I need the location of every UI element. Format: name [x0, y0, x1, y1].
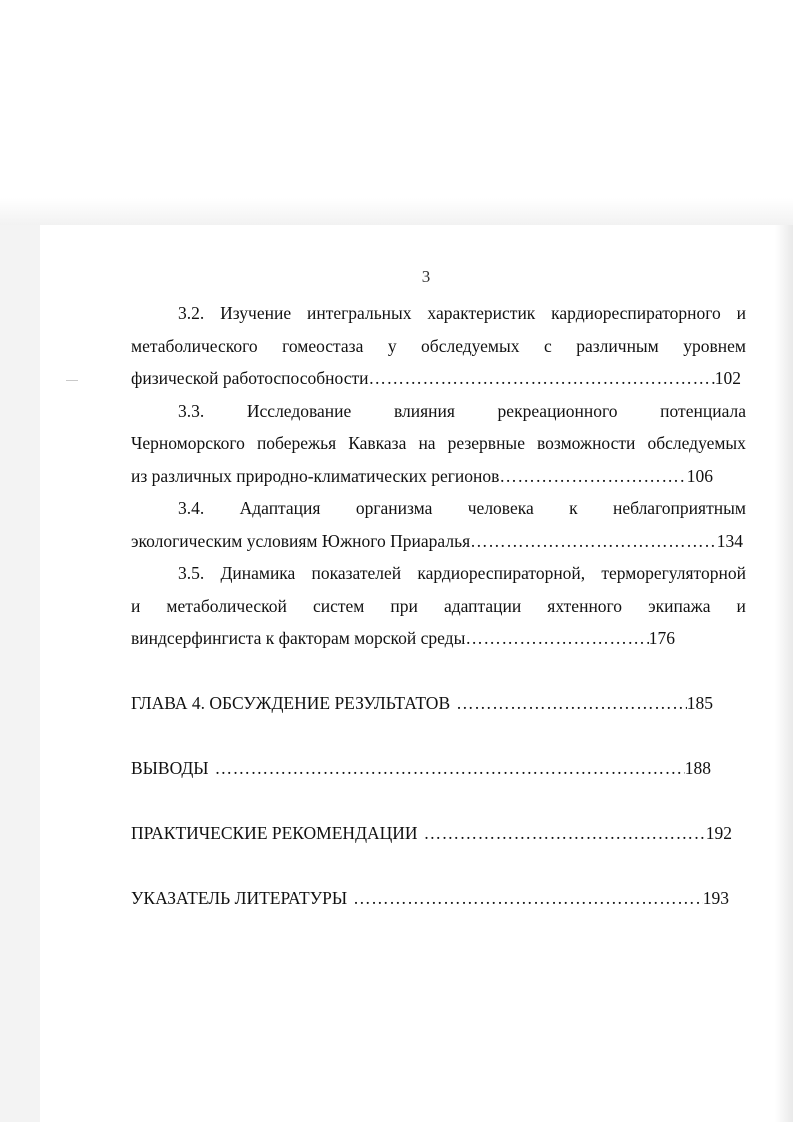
scan-border-left — [0, 225, 40, 1122]
entry-word: метаболической — [166, 595, 287, 616]
dot-leader — [424, 817, 706, 850]
entry-word: с — [543, 335, 552, 356]
entry-word: показателей — [311, 563, 402, 583]
entry-word: метаболического — [131, 335, 258, 356]
toc-entry-last-line — [131, 525, 743, 558]
entry-word: Исследование — [246, 400, 352, 421]
dot-leader — [353, 882, 703, 915]
entry-word: яхтенного — [547, 595, 623, 616]
entry-word: адаптации — [443, 595, 522, 616]
entry-word: систем — [312, 595, 365, 616]
entry-word: терморегуляторной — [601, 563, 746, 583]
entry-word: обследуемых — [647, 433, 746, 453]
entry-word: экипажа — [648, 595, 711, 616]
entry-word: и — [736, 595, 746, 616]
entry-word: кардиореспираторного — [551, 303, 721, 323]
entry-word: неблагоприятным — [612, 498, 746, 518]
entry-page: 176 — [648, 628, 675, 648]
entry-word: к — [569, 498, 578, 518]
chapter-title: ПРАКТИЧЕСКИЕ РЕКОМЕНДАЦИИ — [131, 822, 418, 843]
entry-word: рекреационного — [497, 400, 618, 421]
chapter-page: 193 — [702, 887, 729, 908]
entry-text: виндсерфингиста к факторам морской среды — [131, 628, 466, 648]
toc-entry-line — [131, 557, 746, 590]
chapter-page: 192 — [705, 822, 732, 843]
table-of-contents — [131, 297, 746, 914]
chapter-page: 185 — [686, 692, 713, 713]
toc-entry-last-line — [131, 362, 741, 395]
entry-word: Адаптация — [239, 498, 321, 518]
dot-leader — [215, 752, 685, 785]
chapter-page: 188 — [684, 757, 711, 778]
entry-number: 3.2. — [178, 303, 205, 323]
toc-entry-3-4 — [131, 492, 746, 557]
entry-number: 3.3. — [178, 400, 205, 421]
toc-entry-3-5 — [131, 557, 746, 655]
toc-entry-line — [131, 590, 746, 623]
margin-mark — [66, 380, 78, 381]
entry-word: у — [387, 335, 397, 356]
dot-leader — [368, 362, 714, 395]
toc-entry-last-line — [131, 460, 713, 493]
entry-word: резервные — [447, 433, 525, 453]
toc-entry-line — [131, 297, 746, 330]
scan-border-right — [775, 225, 793, 1122]
entry-number: 3.5. — [178, 563, 205, 583]
entry-text: экологическим условиям Южного Приаралья — [131, 530, 471, 551]
entry-word: при — [390, 595, 418, 616]
entry-word: обследуемых — [421, 335, 520, 356]
entry-text: из различных природно-климатических регионов — [131, 465, 500, 486]
dot-leader — [456, 687, 687, 720]
chapter-title: ГЛАВА 4. ОБСУЖДЕНИЕ РЕЗУЛЬТАТОВ — [131, 692, 451, 713]
entry-word: возможности — [537, 433, 636, 453]
entry-word: и — [131, 595, 141, 616]
scan-border-top — [0, 0, 793, 225]
entry-number: 3.4. — [178, 498, 205, 518]
entry-page: 102 — [714, 368, 741, 388]
entry-word: побережья — [256, 433, 337, 453]
entry-word: влияния — [393, 400, 455, 421]
entry-word: Динамика — [220, 563, 296, 583]
toc-chapter-discussion — [131, 687, 713, 720]
entry-word: Кавказа — [348, 433, 407, 453]
entry-word: Изучение — [220, 303, 292, 323]
entry-word: и — [736, 303, 746, 323]
entry-word: человека — [467, 498, 534, 518]
entry-word: гомеостаза — [282, 335, 364, 356]
toc-entry-line — [131, 427, 746, 460]
entry-text: физической работоспособности — [131, 368, 369, 388]
dot-leader — [470, 525, 717, 558]
entry-word: характеристик — [427, 303, 536, 323]
dot-leader — [499, 460, 686, 493]
toc-chapter-conclusions — [131, 752, 711, 785]
toc-entry-last-line — [131, 622, 675, 655]
entry-word: на — [418, 433, 436, 453]
toc-entry-3-3 — [131, 395, 746, 493]
chapter-title: УКАЗАТЕЛЬ ЛИТЕРАТУРЫ — [131, 887, 348, 908]
entry-word: организма — [355, 498, 433, 518]
entry-word: интегральных — [306, 303, 412, 323]
toc-chapter-recommendations — [131, 817, 732, 850]
page-number: 3 — [421, 267, 431, 286]
entry-word: потенциала — [660, 400, 746, 421]
toc-chapter-references — [131, 882, 729, 915]
entry-word: различным — [576, 335, 659, 356]
toc-entry-line — [131, 492, 746, 525]
chapter-title: ВЫВОДЫ — [131, 757, 209, 778]
dot-leader — [465, 622, 648, 655]
entry-word: уровнем — [683, 335, 746, 356]
entry-page: 134 — [716, 530, 743, 551]
toc-entry-line — [131, 395, 746, 428]
toc-entry-3-2 — [131, 297, 746, 395]
toc-entry-line — [131, 330, 746, 363]
entry-word: кардиореспираторной, — [417, 563, 586, 583]
entry-page: 106 — [686, 465, 713, 486]
entry-word: Черноморского — [131, 433, 245, 453]
